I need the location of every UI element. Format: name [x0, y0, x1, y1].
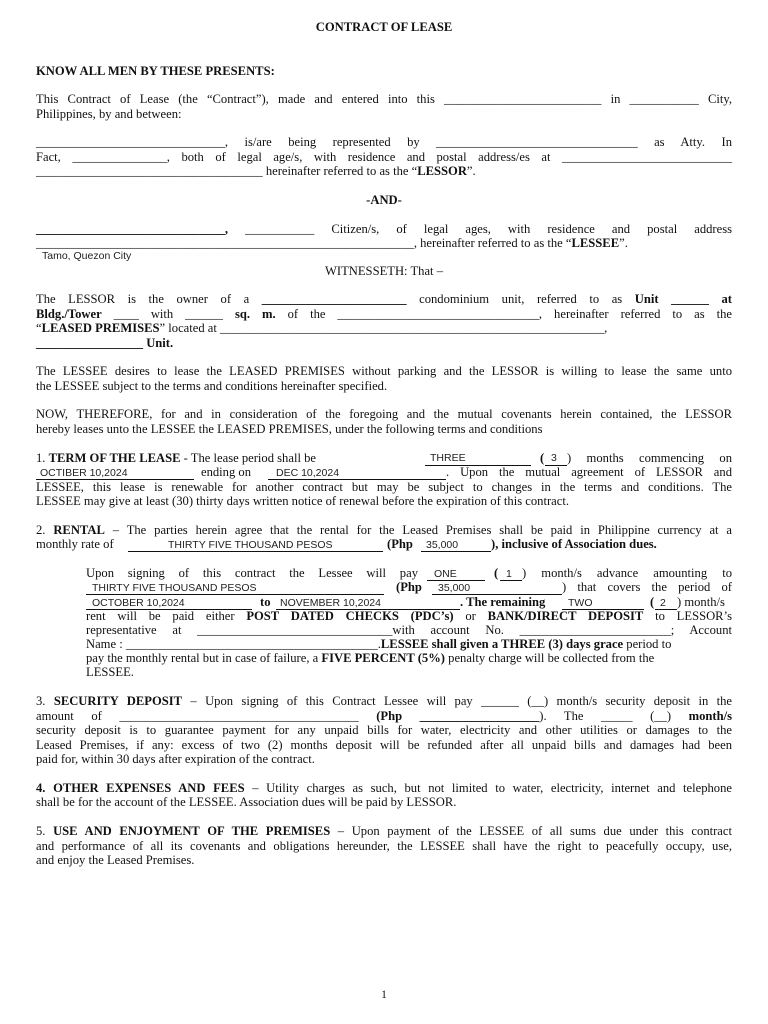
- premises-line-4: _________________ Unit.: [36, 336, 174, 350]
- advance-remaining-label: [460, 595, 545, 610]
- lessor-line-3-text: ____________________________________ hereinafter referred to as the “: [36, 164, 418, 178]
- security-l2a: amount of ______________________________________: [36, 709, 359, 723]
- lessor-line-2: Fact, _______________, both of legal age/s, with residence and postal address/es at ___________________________: [36, 150, 732, 164]
- rental-l2-end-text: ), inclusive of Association dues.: [491, 537, 657, 551]
- premises-l1c: condominium unit, referred to as: [419, 292, 623, 306]
- advance-remaining-paren: (: [650, 595, 655, 609]
- advance-count-num: 1: [506, 568, 512, 580]
- advance-remaining-dot: . The remaining: [460, 595, 546, 609]
- page-number: 1: [381, 989, 387, 1001]
- advance-line-8: LESSEE.: [86, 665, 134, 679]
- security-l2b: (Php ___________________: [376, 709, 540, 723]
- now-therefore-line-1: NOW, THEREFORE, for and in consideration of the foregoing and the mutual covenants herein contained, the LESSOR: [36, 407, 732, 421]
- desire-line-1: The LESSEE desires to lease the LEASED PREMISES without parking and the LESSOR is willing to lease the same unto: [36, 364, 732, 378]
- advance-l2-end: ) that covers the period of: [562, 580, 732, 594]
- lessee-line-2-end: ”.: [619, 236, 628, 250]
- advance-count-words-line: [427, 580, 485, 581]
- use-heading: USE AND ENJOYMENT OF THE PREMISES: [53, 824, 331, 838]
- advance-l6c: period to: [623, 637, 672, 651]
- intro-line-2: Philippines, by and between:: [36, 107, 182, 121]
- lessee-line-2: [36, 236, 628, 251]
- witnesseth: WITNESSETH: That –: [325, 264, 443, 278]
- term-l1-end: ) months commencing on: [567, 451, 732, 465]
- rental-l2-end: [491, 537, 657, 552]
- rental-l2-label: monthly rate of: [36, 537, 114, 551]
- security-line-5: paid for, within 30 days after expiration of the contract.: [36, 752, 315, 766]
- other-l1-text: – Utility charges as such, but not limited to water, electricity, internet and telephone: [244, 781, 732, 795]
- advance-l7c: penalty charge will be collected from the: [445, 651, 655, 665]
- rental-number: 2.: [36, 523, 46, 537]
- premises-l3a: “: [36, 321, 42, 335]
- rental-l1-text: – The parties herein agree that the rental for the Leased Premises shall be paid in Philippine currency at a: [104, 523, 732, 537]
- term-number: 1.: [36, 451, 46, 465]
- advance-amount-words: THIRTY FIVE THOUSAND PESOS: [92, 582, 257, 594]
- premises-l1b: _______________________: [261, 292, 407, 306]
- rental-amount-words: THIRTY FIVE THOUSAND PESOS: [168, 539, 333, 551]
- security-l1-text: – Upon signing of this Contract Lessee will pay ______ (__) month/s security deposit in the: [182, 694, 732, 708]
- advance-l1-text: Upon signing of this contract the Lessee will pay: [86, 566, 418, 580]
- use-l1-text: – Upon payment of the LESSEE of all sums due under this contract: [330, 824, 732, 838]
- lessor-line-1: ______________________________, is/are being represented by ________________________________ as Atty. In: [36, 135, 732, 149]
- premises-sqm-label: sq. m.: [234, 307, 276, 321]
- rental-php-label: (Php: [387, 537, 413, 551]
- security-number: 3.: [36, 694, 46, 708]
- advance-l3-end: ) month/s: [677, 595, 725, 609]
- other-line-2: shall be for the account of the LESSEE. Association dues will be paid by LESSOR.: [36, 795, 457, 809]
- premises-line-1: [36, 292, 732, 307]
- security-line-1: [36, 694, 732, 709]
- advance-paren-open: (: [494, 566, 499, 580]
- desire-line-2: the LESSEE subject to the terms and conditions hereinafter specified.: [36, 379, 388, 393]
- advance-to-label: to: [260, 595, 271, 609]
- advance-pdc-label: POST DATED CHECKS (PDC’s): [246, 609, 454, 623]
- advance-line-6: [86, 637, 732, 652]
- term-l2-end: . Upon the mutual agreement of LESSOR and: [446, 465, 732, 479]
- security-l2c: ). The _____ (__): [539, 709, 672, 723]
- use-line-1: [36, 824, 732, 839]
- rental-amount-words-line: [128, 551, 383, 552]
- intro-heading: KNOW ALL MEN BY THESE PRESENTS:: [36, 64, 275, 78]
- premises-l1a: The LESSOR is the owner of a: [36, 292, 250, 306]
- term-months-num: 3: [551, 452, 557, 464]
- document-title: CONTRACT OF LEASE: [315, 20, 453, 34]
- security-line-4: Leased Premises, if any: excess of two (2) months deposit will be refunded after all unpaid bills and damages had been: [36, 738, 732, 752]
- premises-line-2: [36, 307, 732, 322]
- lessee-line-1-text: ___________ Citizen/s, of legal ages, with residence and postal address: [228, 222, 732, 236]
- other-heading: OTHER EXPENSES AND FEES: [53, 781, 245, 795]
- advance-count-words: ONE: [434, 568, 457, 580]
- advance-count-num-line: [500, 580, 522, 581]
- use-line-3: and enjoy the Leased Premises.: [36, 853, 195, 867]
- lessor-line-3-end: ”.: [466, 164, 476, 178]
- advance-php-label: (Php: [396, 580, 422, 594]
- other-line-1: [36, 781, 732, 796]
- use-line-2: and performance of all its covenants and obligations hereunder, the LESSEE shall have the right to peacefully occupy, use,: [36, 839, 732, 853]
- premises-l2b: ____ with ______: [113, 307, 223, 321]
- use-number: 5.: [36, 824, 46, 838]
- security-line-3: security deposit is to guarantee payment for any unpaid bills for water, electricity and other utilities or damages to the: [36, 723, 732, 737]
- advance-line-4: [86, 609, 732, 624]
- advance-l1-end: ) month/s advance amounting to: [522, 566, 732, 580]
- advance-line-7: [86, 651, 654, 666]
- term-line-1-left: [36, 451, 316, 466]
- term-paren-open: (: [540, 451, 545, 465]
- advance-period-start: OCTOBER 10,2024: [92, 597, 185, 609]
- lessee-address-fill: Tamo, Quezon City: [42, 250, 132, 262]
- advance-l4a: rent will be paid either: [86, 609, 235, 623]
- term-end-date: DEC 10,2024: [276, 467, 340, 479]
- term-l1-text: - The lease period shall be: [180, 451, 316, 465]
- term-start-date: OCTIBER 10,2024: [40, 467, 128, 479]
- security-heading: SECURITY DEPOSIT: [53, 694, 183, 708]
- rental-amount-num: 35,000: [426, 539, 459, 551]
- lessor-line-3: [36, 164, 476, 179]
- advance-remaining-words: TWO: [568, 597, 593, 609]
- and-separator: -AND-: [366, 193, 402, 207]
- term-line-3: LESSEE, this lease is renewable for another contract but may be subject to changes in the terms and conditions. The: [36, 480, 732, 494]
- advance-amount-words-line: [86, 594, 384, 595]
- advance-penalty-label: FIVE PERCENT (5%): [321, 651, 445, 665]
- lessor-label: LESSOR: [417, 164, 467, 178]
- premises-l2d: of the ________________________________, hereinafter referred to as the: [287, 307, 733, 321]
- advance-bank-label: BANK/DIRECT DEPOSIT: [487, 609, 644, 623]
- advance-period-end: NOVEMBER 10,2024: [280, 597, 381, 609]
- lessee-line-1: [36, 222, 732, 237]
- premises-unit: Unit ______ at: [634, 292, 732, 306]
- now-therefore-line-2: hereby leases unto the LESSEE the LEASED PREMISES, under the following terms and conditions: [36, 422, 543, 436]
- rental-heading: RENTAL: [53, 523, 105, 537]
- advance-grace-label: LESSEE shall given a THREE (3) days grace: [380, 637, 624, 651]
- term-line-4: LESSEE may give at least (30) thirty days written notice of renewal before the expiration of this contract.: [36, 494, 569, 508]
- advance-l7a: pay the monthly rental but in case of failure, a: [86, 651, 319, 665]
- lessee-name-blank: ______________________________,: [36, 222, 229, 236]
- term-heading: TERM OF THE LEASE: [48, 451, 181, 465]
- other-number: 4.: [36, 781, 46, 795]
- lessee-label: LESSEE: [571, 236, 620, 250]
- lessee-line-2-text: ____________________________________________________________, hereinafter referred to as the “: [36, 236, 572, 250]
- rental-line-1: [36, 523, 732, 538]
- advance-l4c: or: [465, 609, 476, 623]
- advance-l4e: to LESSOR’s: [655, 609, 732, 623]
- rental-amount-num-line: [421, 551, 491, 552]
- leased-premises-label: LEASED PREMISES: [41, 321, 160, 335]
- advance-remaining-num: 2: [660, 597, 666, 609]
- term-months-words: THREE: [430, 452, 466, 464]
- term-ending-label: ending on: [201, 465, 252, 479]
- premises-l3c: ” located at _____________________________________________________________,: [159, 321, 608, 335]
- intro-line-1: This Contract of Lease (the “Contract”), made and entered into this _________________________ in ___________ City,: [36, 92, 732, 106]
- premises-bldg-label: Bldg./Tower: [36, 307, 102, 321]
- premises-line-3: [36, 321, 732, 336]
- advance-line-5: representative at _______________________________with account No. ________________________; Account: [86, 623, 732, 637]
- advance-amount-num: 35,000: [438, 582, 471, 594]
- advance-l6a: Name : ________________________________________.: [86, 637, 381, 651]
- security-line-2: [36, 709, 732, 724]
- security-l2d: month/s: [688, 709, 732, 723]
